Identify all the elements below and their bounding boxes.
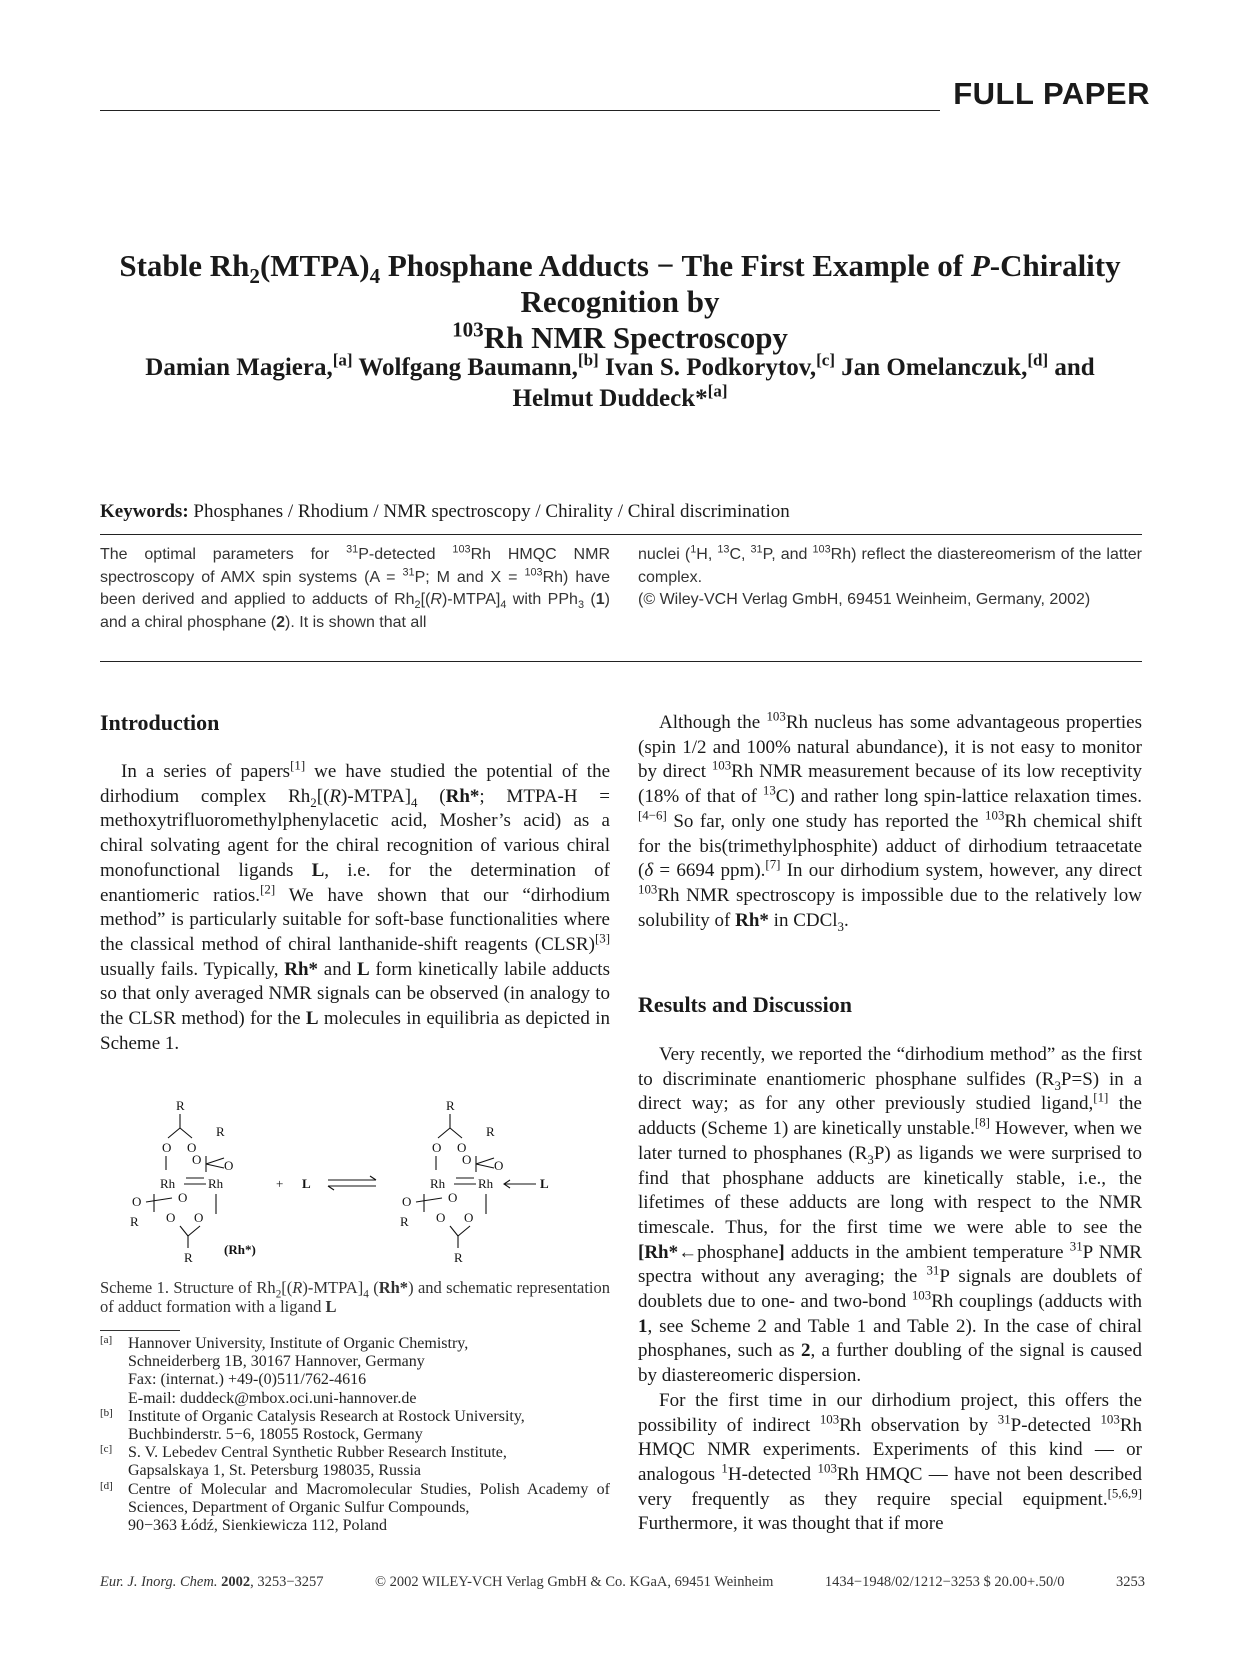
affiliation-c: [c] S. V. Lebedev Central Synthetic Rubber Research Institute, Gapsalskaya 1, St. Petersburg 198035, Russia [100,1443,507,1480]
affiliations [100,1335,610,1535]
svg-text:O: O [187,1140,197,1155]
svg-text:O: O [178,1190,188,1205]
svg-text:O: O [448,1190,458,1205]
svg-text:O: O [432,1140,442,1155]
svg-text:R: R [454,1250,463,1265]
citation: Eur. J. Inorg. Chem. 2002, 3253−3257 [100,1574,324,1590]
svg-text:R: R [486,1124,495,1139]
equilibrium-arrows [328,1176,376,1190]
svg-text:R: R [446,1098,455,1113]
results-body [638,1043,1142,1537]
scheme-1-figure [120,1098,600,1270]
introduction-heading: Introduction [100,710,220,735]
svg-text:(Rh*): (Rh*) [224,1242,256,1257]
svg-text:R: R [400,1214,409,1229]
rh-star-adduct-structure [400,1098,549,1265]
keywords: Keywords: Phosphanes / Rhodium / NMR spectroscopy / Chirality / Chiral discrimination [100,501,790,522]
article-title: Stable $Rh_2(MTPA)_4$ Phosphane Adducts − The First Example of P-Chirality Recognition by $^{103}$Rh NMR Spectroscopy [119,248,1121,355]
author-list: Damian Magiera,[a] Wolfgang Baumann,[b] Ivan S. Podkorytov,[c] Jan Omelanczuk,[d] and Helmut Duddeck*[a] [145,350,1095,412]
affiliation-d: [d] Centre of Molecular and Macromolecular Studies, Polish Academy of Sciences, Department of Organic Sulfur Compounds, 90−363 Łódź, Sienkiewicza 112, Poland [100,1479,610,1535]
paragraph: Very recently, we reported the “dirhodium method” as the first to discriminate enantiomeric phosphane sulfides $(R_3P=S)$ in a direct way; as for any other previously studied ligand,[1] the adducts (Scheme 1) are kinetically unstable.[8] However, when we later turned to phosphanes $(R_3P)$ as ligands we were surprised to find that phosphane adducts are kinetically stable, i.e., the lifetimes of these adducts are long with respect to the NMR timescale. Thus, for the first time we were able to see the [Rh*←phosphane] adducts in the ambient temperature $^{31}$P NMR spectra without any averaging; the $^{31}$P signals are doublets of doublets due to one- and two-bond $^{103}$Rh couplings (adducts with 1, see Scheme 2 and Table 1 and Table 2). In the case of chiral phosphanes, such as 2, a further doubling of the signal is caused by diastereomeric dispersion. [638,1044,1143,1387]
author: Jan Omelanczuk, [841,354,1028,381]
svg-text:L: L [302,1176,311,1191]
author: Ivan S. Podkorytov, [604,354,817,381]
paragraph: In a series of papers[1] we have studied the potential of the dirhodium complex $Rh_2[(R)-MTPA]_4$ (Rh*; MTPA-H = methoxytrifluoromethylphenylacetic acid, Mosher’s acid) as a chiral solvating agent for the chiral recognition of various chiral monofunctional ligands L, i.e. for the determination of enantiomeric ratios.[2] We have shown that our “dirhodium method” is particularly suitable for soft-base functionalities where the classical method of chiral lanthanide-shift reagents (CLSR)[3] usually fails. Typically, Rh* and L form kinetically labile adducts so that only averaged NMR signals can be observed (in analogy to the CLSR method) for the L molecules in equilibria as depicted in Scheme 1. [100,757,611,1054]
svg-text:R: R [216,1124,225,1139]
author: Damian Magiera, [145,354,333,381]
right-column-intro [638,708,1142,934]
svg-text:O: O [494,1158,504,1173]
svg-text:Rh: Rh [478,1176,494,1191]
section-label: FULL PAPER [953,76,1150,111]
header-rule [100,110,940,111]
abstract-left: The optimal parameters for $^{31}$P-detected $^{103}$Rh HMQC NMR spectroscopy of AMX spin systems (A = $^{31}$P; M and X = $^{103}$Rh) have been derived and applied to adducts of $Rh_2[(R)-MTPA]_4$ with PPh$_3$ (1) and a chiral phosphane (2). It is shown that all [100,543,611,631]
author: Helmut Duddeck* [512,385,708,412]
svg-text:O: O [402,1194,412,1209]
svg-text:O: O [224,1158,234,1173]
svg-text:+: + [276,1176,284,1191]
footer-copyright: © 2002 WILEY-VCH Verlag GmbH & Co. KGaA, 69451 Weinheim [374,1574,774,1590]
author: Wolfgang Baumann, [358,354,578,381]
abstract-right: nuclei ($^1$H, $^{13}$C, $^{31}$P, and $^{103}$Rh) reflect the diastereomerism of the latter complex. (© Wiley-VCH Verlag GmbH, 69451 Weinheim, Germany, 2002) [638,543,1143,608]
svg-text:R: R [184,1250,193,1265]
copyright-note: (© Wiley-VCH Verlag GmbH, 69451 Weinheim, Germany, 2002) [638,591,1091,608]
svg-text:L: L [540,1176,549,1191]
affiliation-a: [a] Hannover University, Institute of Organic Chemistry, Schneiderberg 1B, 30167 Hannover, Germany Fax: (internat.) +49-(0)511/762-4616 E-mail: duddeck@mbox.oci.uni-hannover.de [100,1334,469,1407]
svg-text:O: O [132,1194,142,1209]
svg-text:O: O [464,1210,474,1225]
abstract-top-rule [100,534,1142,535]
svg-text:O: O [457,1140,467,1155]
svg-text:O: O [462,1152,472,1167]
page-footer [100,1574,1145,1591]
svg-text:O: O [194,1210,204,1225]
abstract-bottom-rule [100,661,1142,662]
svg-text:Rh: Rh [208,1176,224,1191]
introduction-body [100,757,611,1056]
svg-text:Rh: Rh [160,1176,176,1191]
rh-star-structure [130,1098,256,1265]
issn: 1434−1948/02/1212−3253 $ 20.00+.50/0 [824,1574,1065,1590]
svg-text:O: O [166,1210,176,1225]
svg-text:O: O [192,1152,202,1167]
page-number: 3253 [1115,1574,1145,1590]
affiliation-b: [b] Institute of Organic Catalysis Research at Rostock University, Buchbinderstr. 5−6, 18055 Rostock, Germany [100,1406,525,1444]
svg-text:R: R [176,1098,185,1113]
svg-text:O: O [436,1210,446,1225]
paragraph: For the first time in our dirhodium project, this offers the possibility of indirect $^{103}$Rh observation by $^{31}$P-detected $^{103}$Rh HMQC NMR experiments. Experiments of this kind — or analogous $^1$H-detected $^{103}$Rh HMQC — have not been described very frequently as they require special equipment.[5,6,9] Furthermore, it was thought that if more [638,1389,1142,1535]
paragraph: Although the $^{103}$Rh nucleus has some advantageous properties (spin 1/2 and 100% natural abundance), it is not easy to monitor by direct $^{103}$Rh NMR measurement because of its low receptivity (18% of that of $^{13}$C) and rather long spin-lattice relaxation times.[4−6] So far, only one study has reported the $^{103}$Rh chemical shift for the bis(trimethylphosphite) adduct of dirhodium tetraacetate (δ = 6694 ppm).[7] In our dirhodium system, however, any direct $^{103}$Rh NMR spectroscopy is impossible due to the relatively low solubility of Rh* in CDCl$_3$. [638,708,1142,934]
results-heading: Results and Discussion [638,992,852,1017]
svg-text:R: R [130,1214,139,1229]
scheme-caption: Scheme 1. Structure of $Rh_2[(R)-MTPA]_4$ (Rh*) and schematic representation of adduct formation with a ligand L [100,1278,611,1316]
svg-text:O: O [162,1140,172,1155]
svg-text:Rh: Rh [430,1176,446,1191]
